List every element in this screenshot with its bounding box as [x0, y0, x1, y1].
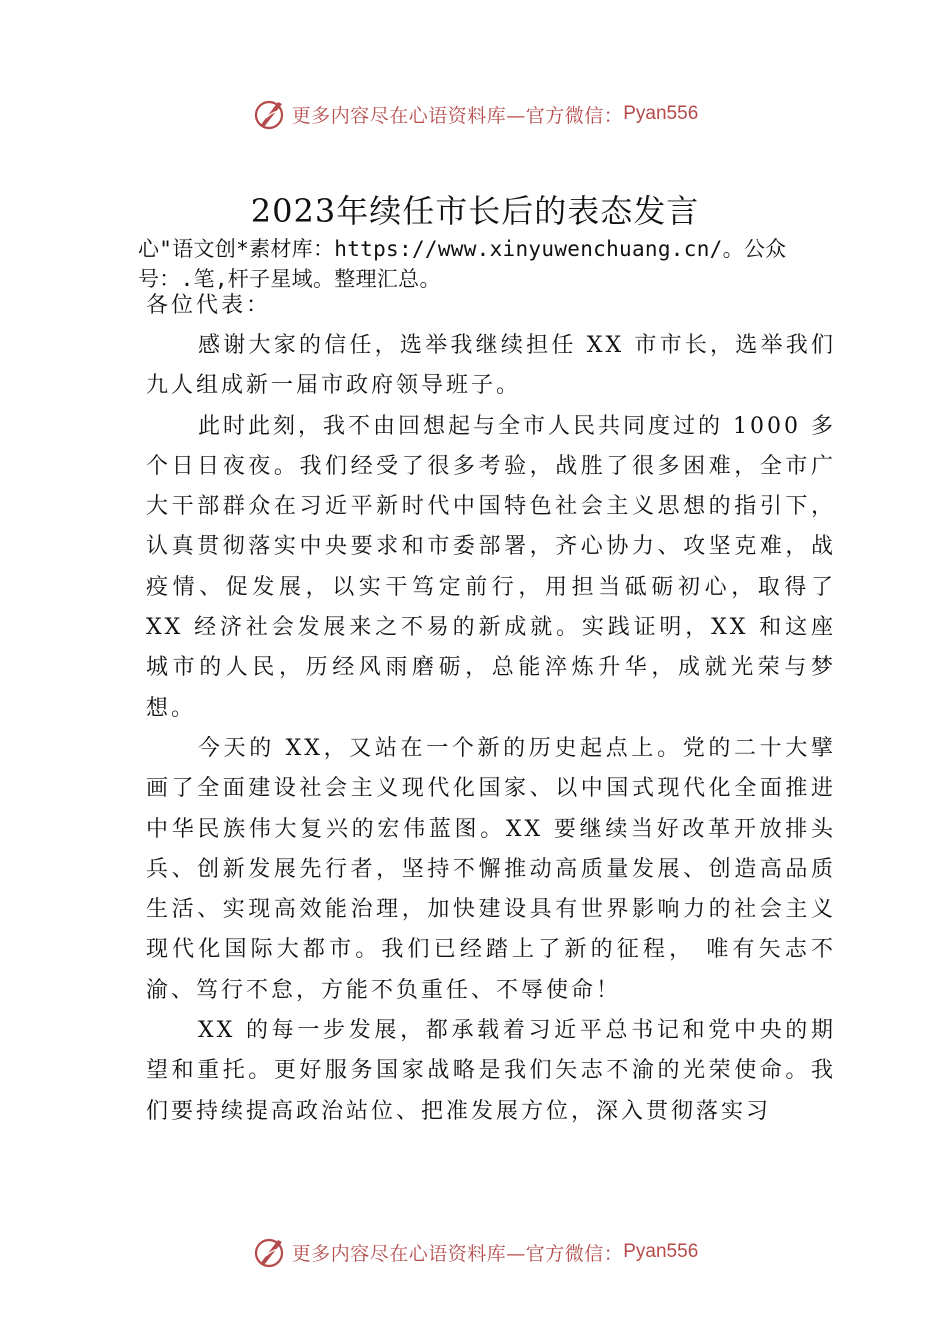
paragraph: 此时此刻，我不由回想起与全市人民共同度过的 1000 多个日日夜夜。我们经受了很多考验，战胜了很多困难，全市广大干部群众在习近平新时代中国特色社会主义思想的指引下，认真贯彻落实中央要求和市委部署，齐心协力、攻坚克难，战疫情、促发展，以实干笃定前行，用担当砥砺初心，取得了 XX 经济社会发展来之不易的新成就。实践证明，XX 和这座城市的人民，历经风雨磨砺，总能淬炼升华，成就光荣与梦想。: [146, 413, 836, 721]
paragraph: 感谢大家的信任，选举我继续担任 XX 市市长，选举我们九人组成新一届市政府领导班子。: [146, 333, 836, 399]
banner-text: 更多内容尽在心语资料库—官方微信：: [291, 104, 624, 127]
source-note: 心"语文创*素材库：https://www.xinyuwenchuang.cn/。公众号：.笔,杆子星域。整理汇总。: [138, 237, 787, 291]
document-body: [146, 326, 836, 1132]
footer-banner: [0, 1232, 950, 1272]
header-banner: [0, 94, 950, 134]
banner-wechat-id: Pyan556: [623, 1241, 699, 1262]
quill-pen-logo-icon: [252, 1234, 288, 1270]
document-title: 2023年续任市长后的表态发言: [250, 192, 700, 230]
quill-pen-logo-icon: [252, 96, 288, 132]
salutation: 各位代表：: [146, 293, 272, 318]
banner-text: 更多内容尽在心语资料库—官方微信：: [291, 1242, 624, 1265]
paragraph: 今天的 XX，又站在一个新的历史起点上。党的二十大擘画了全面建设社会主义现代化国家、以中国式现代化全面推进中华民族伟大复兴的宏伟蓝图。XX 要继续当好改革开放排头兵、创新发展先行者，坚持不懈推动高质量发展、创造高品质生活、实现高效能治理，加快建设具有世界影响力的社会主义现代化国际大都市。我们已经踏上了新的征程， 唯有矢志不渝、笃行不怠，方能不负重任、不辱使命！: [146, 735, 836, 1003]
banner-wechat-id: Pyan556: [623, 103, 699, 124]
paragraph: XX 的每一步发展，都承载着习近平总书记和党中央的期望和重托。更好服务国家战略是我们矢志不渝的光荣使命。我们要持续提高政治站位、把准发展方位，深入贯彻落实习: [146, 1018, 836, 1124]
